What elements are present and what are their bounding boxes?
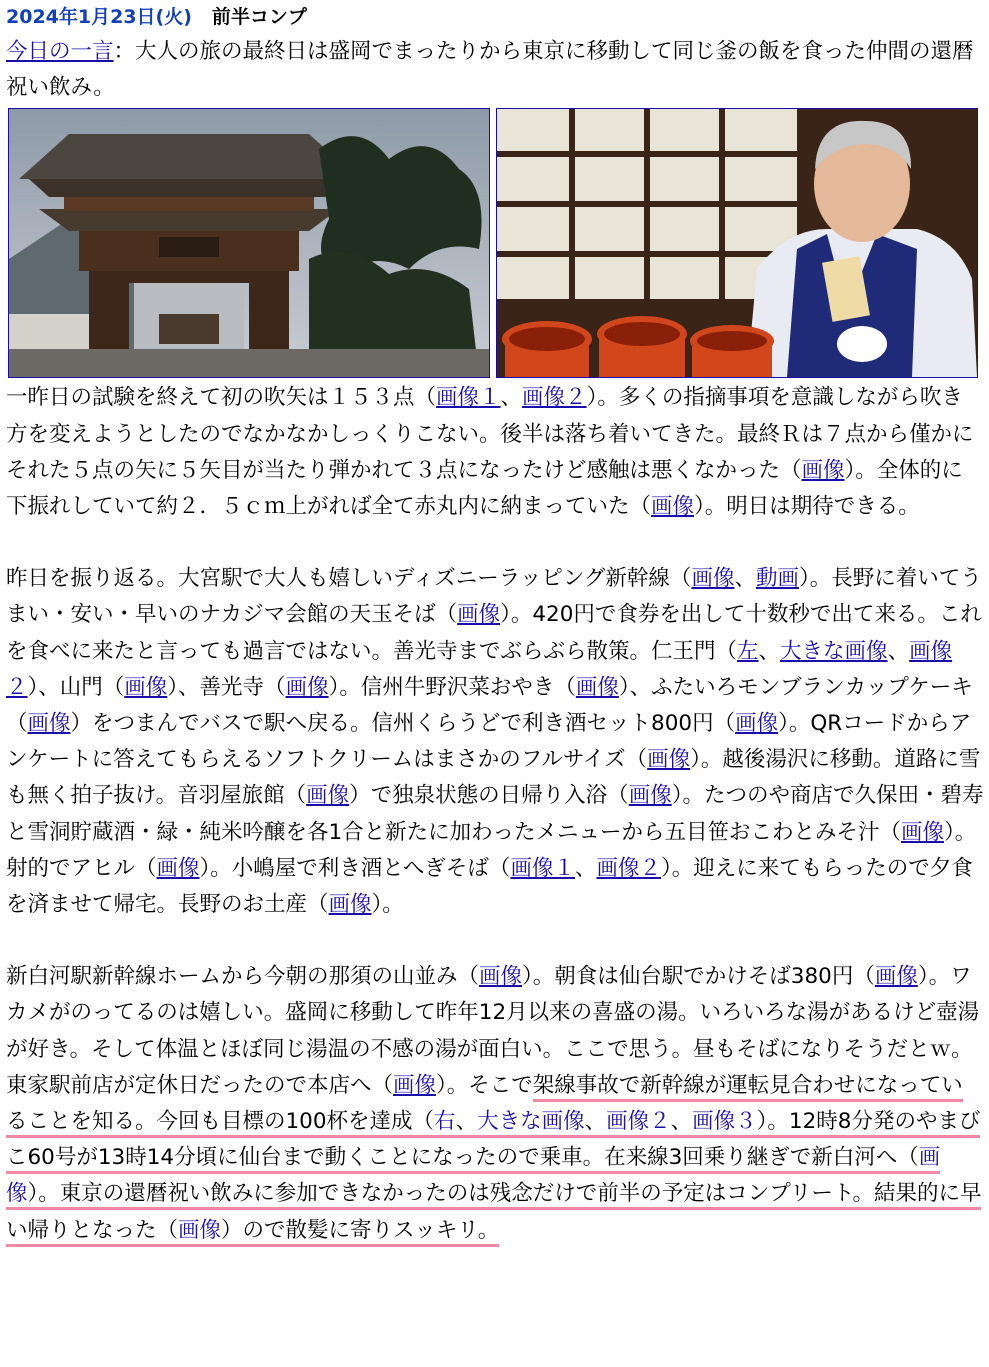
temple-gate-image [9, 109, 489, 377]
text-segment: ）、善光寺（ [167, 674, 286, 700]
man-with-bowls-image [497, 109, 977, 377]
text-segment: ）。ワカメがのってるのは嬉しい。盛岡に移動して昨年12月以来の喜盛の湯。いろいろな湯があるけど壺湯が好き。そして体温とほぼ同じ湯温の不感の湯が面白い。ここで思う。昼もそばになりそうだとｗ。東家駅前店が定休日だったので本店へ（ [6, 964, 980, 1098]
text-segment: 、 [574, 855, 597, 881]
image-link[interactable]: 画像 [285, 674, 329, 700]
paragraph-gap [6, 923, 984, 959]
image-link[interactable]: 画像 [479, 964, 523, 990]
photo-row [6, 108, 984, 380]
diary-entry [6, 0, 984, 1249]
large-image-link[interactable]: 大きな画像 [780, 638, 888, 664]
text-segment: 、 [758, 638, 781, 664]
image-link[interactable]: 画像１ [510, 855, 575, 881]
intro-text: ：大人の旅の最終日は盛岡でまったりから東京に移動して同じ釜の飯を食った仲間の還暦祝い飲み。 [6, 39, 974, 101]
image-link[interactable]: 画像 [575, 674, 619, 700]
temple-gate-photo[interactable] [8, 108, 490, 378]
text-segment: ）。多くの指摘事項を意識しながら吹き方を変えようとしたのでなかなかしっくりこない。後半は落ち着いてきた。最終Ｒは７点から僅かにそれた５点の矢に５矢目が当たり弾かれて３点になったけど感触は悪くなかった（ [6, 385, 974, 483]
image-link[interactable]: 画像 [328, 892, 372, 918]
paragraph-yesterday [6, 561, 984, 923]
text-segment: ）。明日は期待できる。 [694, 494, 920, 520]
text-segment: ）。420円で食券を出して十数秒で出て来る。これを食べに来たと言っても過言ではない。善光寺までぶらぶら散策。仁王門（ [6, 602, 982, 664]
text-segment: ）。越後湯沢に移動。道路に雪も無く拍子抜け。音羽屋旅館（ [6, 747, 981, 809]
paragraph-gap [6, 525, 984, 561]
video-link[interactable]: 動画 [755, 566, 799, 592]
image-link[interactable]: 画像２ [596, 855, 661, 881]
highlighted-text: 、 [671, 1109, 693, 1138]
image-link[interactable]: 画像２ [606, 1109, 671, 1138]
intro-paragraph [6, 34, 984, 106]
image-link[interactable]: 画像 [6, 1145, 940, 1210]
text-segment: ）。射的でアヒル（ [6, 819, 977, 881]
left-image-link[interactable]: 左 [737, 638, 759, 664]
text-segment: ）。迎えに来てもらったので夕食を済ませて帰宅。長野のお土産（ [6, 855, 973, 918]
image-link[interactable]: 画像 [801, 457, 845, 483]
image-link[interactable]: 画像１ [436, 385, 501, 411]
image-link[interactable]: 画像 [27, 711, 71, 737]
highlighted-text: 、 [456, 1109, 478, 1138]
highlighted-text: ）。東京の還暦祝い飲みに参加できなかったのは残念だけで前半の予定はコンプリート。結果的に早い帰りとなった（ [6, 1181, 981, 1246]
image-link[interactable]: 画像２ [6, 638, 953, 700]
highlighted-text: ）ので散髪に寄りスッキリ。 [221, 1218, 499, 1247]
image-link[interactable]: 画像 [651, 494, 695, 520]
image-link[interactable]: 画像 [691, 566, 735, 592]
highlighted-text: 架線事故で新幹線が運転見合わせになっていることを知る。今回も目標の100杯を達成（ [6, 1073, 963, 1138]
large-image-link[interactable]: 大きな画像 [477, 1109, 585, 1138]
image-link[interactable]: 画像 [393, 1072, 437, 1098]
text-segment: 、 [734, 566, 756, 592]
text-segment: ）。長野に着いてうまい・安い・早いのナカジマ会館の天玉そば（ [6, 566, 982, 628]
text-segment: ）、山門（ [27, 674, 125, 700]
text-segment: ）。朝食は仙台駅でかけそば380円（ [522, 964, 875, 990]
text-segment: ）。そこで [436, 1072, 533, 1098]
text-segment: ）、ふたいろモンブランカップケーキ（ [6, 674, 973, 737]
highlighted-text: ）。12時8分発のやまびこ60号が13時14分頃に仙台まで動くことになったので乗車。在来線3回乗り継ぎで新白河へ（ [6, 1109, 980, 1174]
text-segment: ）で独泉状態の日帰り入浴（ [349, 783, 629, 809]
highlighted-text: 、 [585, 1109, 607, 1138]
image-link[interactable]: 画像 [735, 711, 779, 737]
image-link[interactable]: 画像２ [522, 385, 587, 411]
right-image-link[interactable]: 右 [434, 1109, 456, 1138]
image-link[interactable]: 画像 [647, 747, 691, 773]
text-segment: ）をつまんでバスで駅へ戻る。信州くらうどで利き酒セット800円（ [70, 711, 736, 737]
text-segment: 新白河駅新幹線ホームから今朝の那須の山並み（ [6, 964, 480, 990]
image-link[interactable]: 画像 [457, 602, 501, 628]
text-segment: ）。たつのや商店で久保田・碧寿と雪洞貯蔵酒・緑・純米吟醸を各1合と新たに加わったメニューから五目笹おこわとみそ汁（ [6, 783, 984, 845]
entry-date: 2024年1月23日(火) [6, 6, 192, 28]
image-link[interactable]: 画像 [874, 964, 918, 990]
paragraph-today [6, 959, 984, 1249]
image-link[interactable]: 画像 [178, 1218, 221, 1247]
image-link[interactable]: 画像 [156, 855, 200, 881]
image-link[interactable]: 画像 [628, 783, 672, 809]
entry-subtitle: 前半コンプ [211, 6, 307, 28]
text-segment: ）。小嶋屋で利き酒とへぎそば（ [199, 855, 511, 881]
image-link[interactable]: 画像３ [692, 1109, 757, 1138]
image-link[interactable]: 画像 [900, 819, 944, 845]
image-link[interactable]: 画像 [124, 674, 168, 700]
text-segment: ）。全体的に下振れしていて約２．５ｃｍ上がれば全て赤丸内に納まっていた（ [6, 457, 963, 520]
text-segment: ）。 [371, 892, 404, 918]
text-segment: 、 [500, 385, 523, 411]
today-word-link[interactable]: 今日の一言 [6, 39, 114, 64]
text-segment: ）。QRコードからアンケートに答えてもらえるソフトクリームはまさかのフルサイズ（ [6, 711, 972, 773]
text-segment: 一昨日の試験を終えて初の吹矢は１５３点（ [6, 385, 437, 411]
entry-title [6, 0, 984, 34]
paragraph-fukiya [6, 380, 984, 525]
text-segment: ）。信州牛野沢菜おやき（ [328, 674, 576, 700]
text-segment: 、 [887, 638, 910, 664]
wanko-soba-photo[interactable] [496, 108, 978, 378]
image-link[interactable]: 画像 [306, 783, 350, 809]
text-segment: 昨日を振り返る。大宮駅で大人も嬉しいディズニーラッピング新幹線（ [6, 566, 692, 592]
